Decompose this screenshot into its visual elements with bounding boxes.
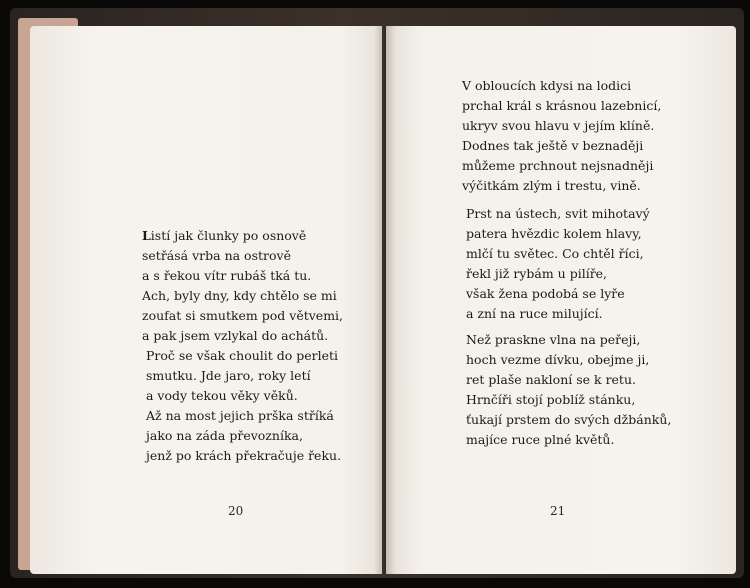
poem-line: zoufat si smutkem pod větvemi, bbox=[142, 308, 344, 323]
poem-line: jako na záda převozníka, bbox=[146, 428, 303, 443]
poem-line bbox=[142, 226, 343, 246]
poem-line: jenž po krách překračuje řeku. bbox=[146, 448, 342, 463]
poem-line: Proč se však choulit do perleti bbox=[146, 348, 339, 363]
poem-line: Dodnes tak ještě v beznaději bbox=[462, 138, 644, 153]
poem-line: výčitkám zlým i trestu, vině. bbox=[462, 178, 641, 193]
poem-line: hoch vezme dívku, obejme ji, bbox=[466, 352, 650, 367]
stanza-3 bbox=[462, 76, 661, 196]
left-page bbox=[30, 26, 382, 574]
poem-line-text: istí jak člunky po osnově bbox=[150, 228, 307, 243]
poem-line: řekl již rybám u pilíře, bbox=[466, 266, 608, 281]
poem-line: setřásá vrba na ostrově bbox=[142, 248, 291, 263]
stanza-4 bbox=[466, 204, 650, 324]
poem-line: Hrnčíři stojí poblíž stánku, bbox=[466, 392, 636, 407]
stanza-5 bbox=[466, 330, 671, 450]
poem-line: Prst na ústech, svit mihotavý bbox=[466, 206, 650, 221]
poem-line: ukryv svou hlavu v jejím klíně. bbox=[462, 118, 655, 133]
poem-line: ťukají prstem do svých džbánků, bbox=[466, 412, 672, 427]
poem-line: V obloucích kdysi na lodici bbox=[462, 78, 632, 93]
poem-line: a vody tekou věky věků. bbox=[146, 388, 298, 403]
poem-line: ret plaše nakloní se k retu. bbox=[466, 372, 636, 387]
poem-line: Ach, byly dny, kdy chtělo se mi bbox=[142, 288, 337, 303]
poem-line: Než praskne vlna na peřeji, bbox=[466, 332, 641, 347]
book-gutter bbox=[374, 26, 396, 574]
open-book bbox=[30, 26, 742, 576]
right-page bbox=[386, 26, 736, 574]
poem-line: a pak jsem vzlykal do achátů. bbox=[142, 328, 329, 343]
poem-line: a zní na ruce milující. bbox=[466, 306, 603, 321]
poem-line: prchal král s krásnou lazebnicí, bbox=[462, 98, 662, 113]
page-number-left: 20 bbox=[228, 504, 244, 518]
poem-line: mlčí tu světec. Co chtěl říci, bbox=[466, 246, 644, 261]
poem-line: majíce ruce plné květů. bbox=[466, 432, 615, 447]
stanza-2 bbox=[146, 346, 341, 466]
poem-line: smutku. Jde jaro, roky letí bbox=[146, 368, 311, 383]
stanza-1 bbox=[142, 226, 343, 346]
drop-cap: L bbox=[142, 228, 151, 243]
poem-line: však žena podobá se lyře bbox=[466, 286, 625, 301]
page-number-right: 21 bbox=[550, 504, 566, 518]
poem-line: a s řekou vítr rubáš tká tu. bbox=[142, 268, 312, 283]
poem-line: Až na most jejich prška stříká bbox=[146, 408, 334, 423]
poem-line: můžeme prchnout nejsnadněji bbox=[462, 158, 654, 173]
poem-line: patera hvězdic kolem hlavy, bbox=[466, 226, 642, 241]
